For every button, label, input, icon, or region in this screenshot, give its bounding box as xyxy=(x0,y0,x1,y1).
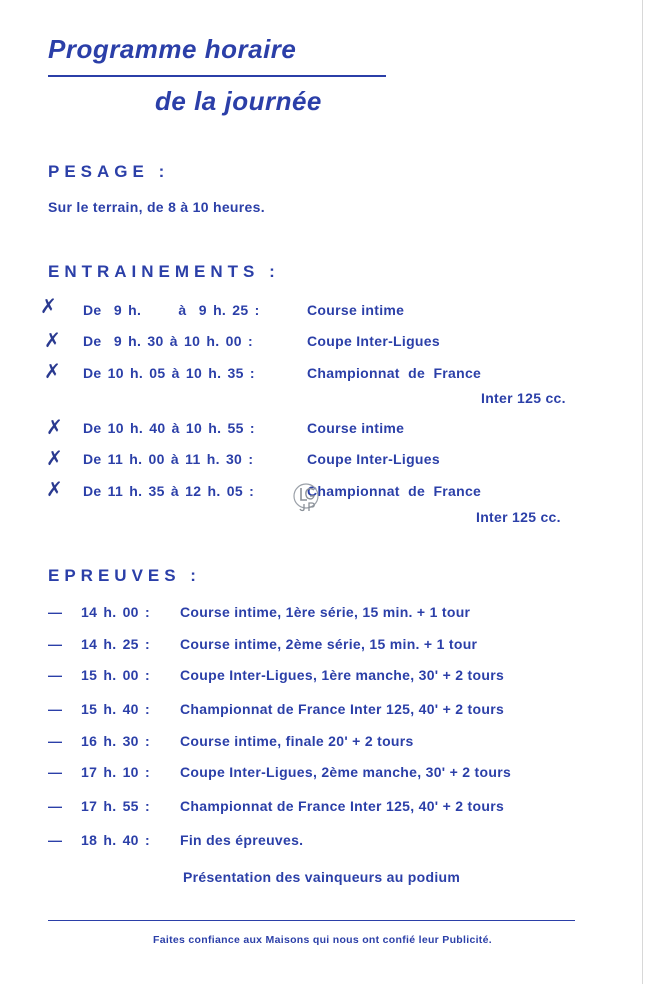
pencil-cross-mark: ✗ xyxy=(46,448,63,470)
training-time: De 9 h. 30 à 10 h. 00 : xyxy=(83,333,253,349)
event-description: Course intime, 1ère série, 15 min. + 1 tour xyxy=(180,604,471,620)
event-description: Championnat de France Inter 125, 40' + 2 tours xyxy=(180,798,505,814)
event-dash: — xyxy=(48,733,63,749)
entrainements-heading: ENTRAINEMENTS : xyxy=(48,262,280,281)
title-line-2: de la journée xyxy=(155,86,322,116)
training-event-sub: Inter 125 cc. xyxy=(481,390,566,406)
event-time: 14 h. 00 : xyxy=(81,604,150,620)
pesage-text: Sur le terrain, de 8 à 10 heures. xyxy=(48,199,265,215)
event-dash: — xyxy=(48,701,63,717)
event-description: Coupe Inter-Ligues, 1ère manche, 30' + 2 tours xyxy=(180,667,505,683)
event-description: Championnat de France Inter 125, 40' + 2 tours xyxy=(180,701,505,717)
pesage-heading: PESAGE : xyxy=(48,162,170,181)
event-time: 15 h. 40 : xyxy=(81,701,150,717)
event-description: Fin des épreuves. xyxy=(180,832,304,848)
event-description: Course intime, finale 20' + 2 tours xyxy=(180,733,414,749)
event-time: 15 h. 00 : xyxy=(81,667,150,683)
event-time: 16 h. 30 : xyxy=(81,733,150,749)
pencil-cross-mark: ✗ xyxy=(40,296,57,318)
training-event: Course intime xyxy=(307,302,405,318)
training-event: Course intime xyxy=(307,420,405,436)
event-description: Coupe Inter-Ligues, 2ème manche, 30' + 2 tours xyxy=(180,764,512,780)
training-time: De 11 h. 35 à 12 h. 05 : xyxy=(83,483,255,499)
pencil-cross-mark: ✗ xyxy=(44,361,61,383)
event-dash: — xyxy=(48,604,63,620)
event-dash: — xyxy=(48,798,63,814)
pencil-cross-mark: ✗ xyxy=(46,417,63,439)
footer-divider xyxy=(48,920,575,921)
event-time: 17 h. 10 : xyxy=(81,764,150,780)
training-event: Championnat de France xyxy=(307,483,482,499)
event-time: 17 h. 55 : xyxy=(81,798,150,814)
training-time: De 10 h. 05 à 10 h. 35 : xyxy=(83,365,255,381)
page-edge xyxy=(642,0,643,984)
training-time: De 11 h. 00 à 11 h. 30 : xyxy=(83,451,254,467)
pencil-cross-mark: ✗ xyxy=(44,330,61,352)
training-time: De 9 h. à 9 h. 25 : xyxy=(83,302,260,318)
podium-note: Présentation des vainqueurs au podium xyxy=(183,869,461,885)
title-line-1: Programme horaire xyxy=(48,34,297,64)
footer-text: Faites confiance aux Maisons qui nous ont confié leur Publicité. xyxy=(153,934,492,946)
pencil-cross-mark: ✗ xyxy=(46,479,63,501)
event-dash: — xyxy=(48,636,63,652)
training-event: Coupe Inter-Ligues xyxy=(307,451,440,467)
event-dash: — xyxy=(48,764,63,780)
event-time: 14 h. 25 : xyxy=(81,636,150,652)
training-time: De 10 h. 40 à 10 h. 55 : xyxy=(83,420,255,436)
event-dash: — xyxy=(48,667,63,683)
epreuves-heading: EPREUVES : xyxy=(48,566,201,585)
event-description: Course intime, 2ème série, 15 min. + 1 tour xyxy=(180,636,478,652)
title-divider xyxy=(48,75,386,77)
training-event: Coupe Inter-Ligues xyxy=(307,333,440,349)
monogram-stamp-icon xyxy=(290,478,326,514)
event-time: 18 h. 40 : xyxy=(81,832,150,848)
training-event: Championnat de France xyxy=(307,365,482,381)
event-dash: — xyxy=(48,832,63,848)
training-event-sub: Inter 125 cc. xyxy=(476,509,561,525)
